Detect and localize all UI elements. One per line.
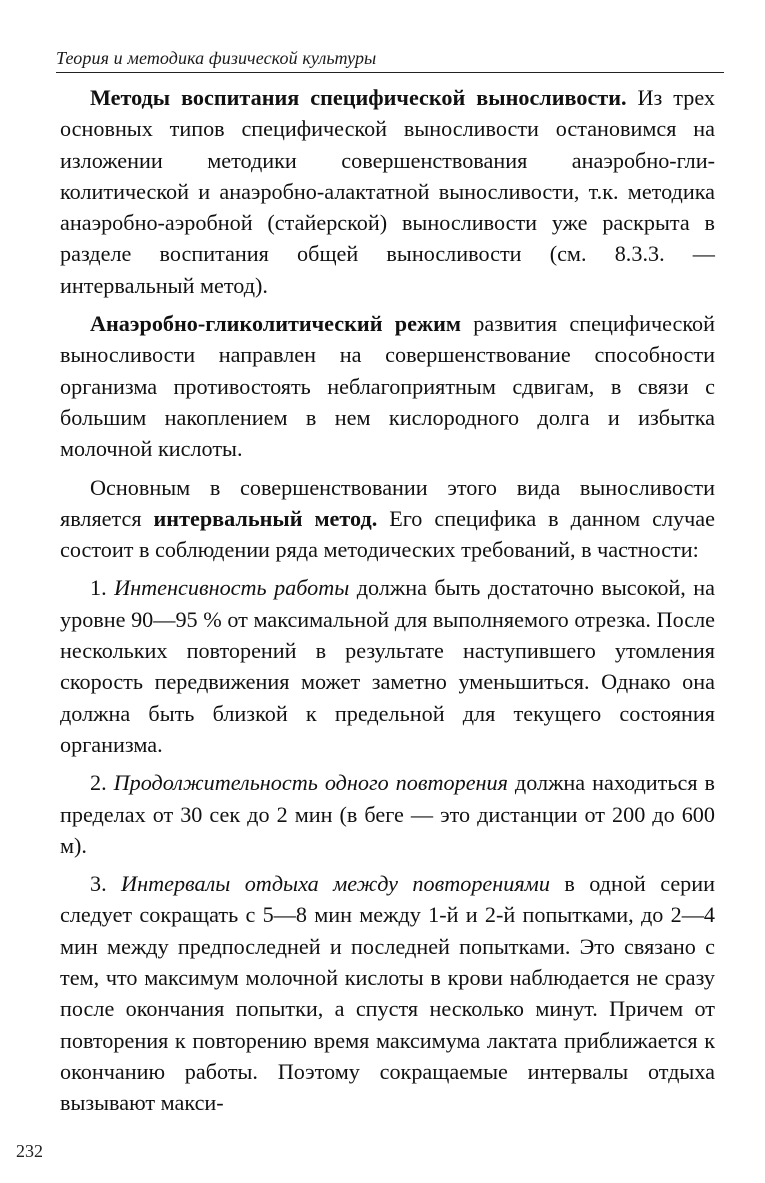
interval-text-after: Его специфика в данном случае состоит в соблюдении ряда методических требований, в частности: [60,505,715,563]
paragraph-methods [60,82,715,301]
list-item-text: должна быть достаточно высокой, на уровне 90—95 % от максимальной для выполняемого отрезка. После нескольких повторений в результате наступившего утомления скорость передвижения может заметно уменьшиться. Однако она должна быть близкой к предельной для текущего состояния организма. [60,575,716,757]
list-number: 2. [90,770,114,796]
paragraph-methods-text: Из трех основных типов специфической выносливости остановимся на изложении методики совершенствования анаэробно-гликолитической и анаэробно-алактатной выносливости, т.к. методика анаэробно-аэробной (стайерской) выносливости уже раскрыта в разделе воспитания общей выносливости (см. 8.3.3. — интервальный метод). [60,85,715,298]
header-rule [56,72,724,73]
list-number: 1. [90,575,115,601]
list-item-intensity [60,572,715,760]
term-rest-intervals: Интервалы отдыха между повторениями [121,871,550,897]
list-item-text: в одной серии следует сокращать с 5—8 мин между 1-й и 2-й попытками, до 2—4 мин между предпоследней и последней попытками. Это связано с тем, что максимум молочной кислоты в крови наблюдается не сразу после окончания попытки, а спустя несколько минут. Причем от повторения к повторению время максимума лактата приближается к окончанию работы. Поэтому сокращаемые интервалы отдыха вызывают макси- [60,871,716,1116]
heading-methods: Методы воспитания специфической выносливости. [90,85,627,110]
running-title: Теория и методика физической культуры [56,48,377,68]
term-intensity: Интенсивность работы [114,575,350,601]
page-number: 232 [16,1141,43,1161]
term-anaerobic-glycolytic: Анаэробно-гликолитический режим [90,311,461,337]
interval-text-before: Основным в совершенствовании этого вида выносливости является [60,474,715,531]
list-item-duration [60,767,715,861]
paragraph-anaerobic-glycolytic [60,308,715,464]
paragraph-interval-method [60,472,715,566]
term-interval-method: интервальный метод. [153,505,378,531]
list-item-rest-intervals [60,868,715,1118]
term-duration: Продолжительность одного повторения [113,770,508,796]
list-number: 3. [90,871,122,897]
paragraph-anaerobic-text: развития специфической выносливости направлен на совершенствование способности организма противостоять неблагоприятным сдвигам, в связи с большим накоплением в нем кислородного долга и избытка молочной кислоты. [60,311,715,462]
body-text [60,82,715,1126]
list-item-text: должна находиться в пределах от 30 сек до 2 мин (в беге — это дистанции от 200 до 600 м). [60,770,715,858]
